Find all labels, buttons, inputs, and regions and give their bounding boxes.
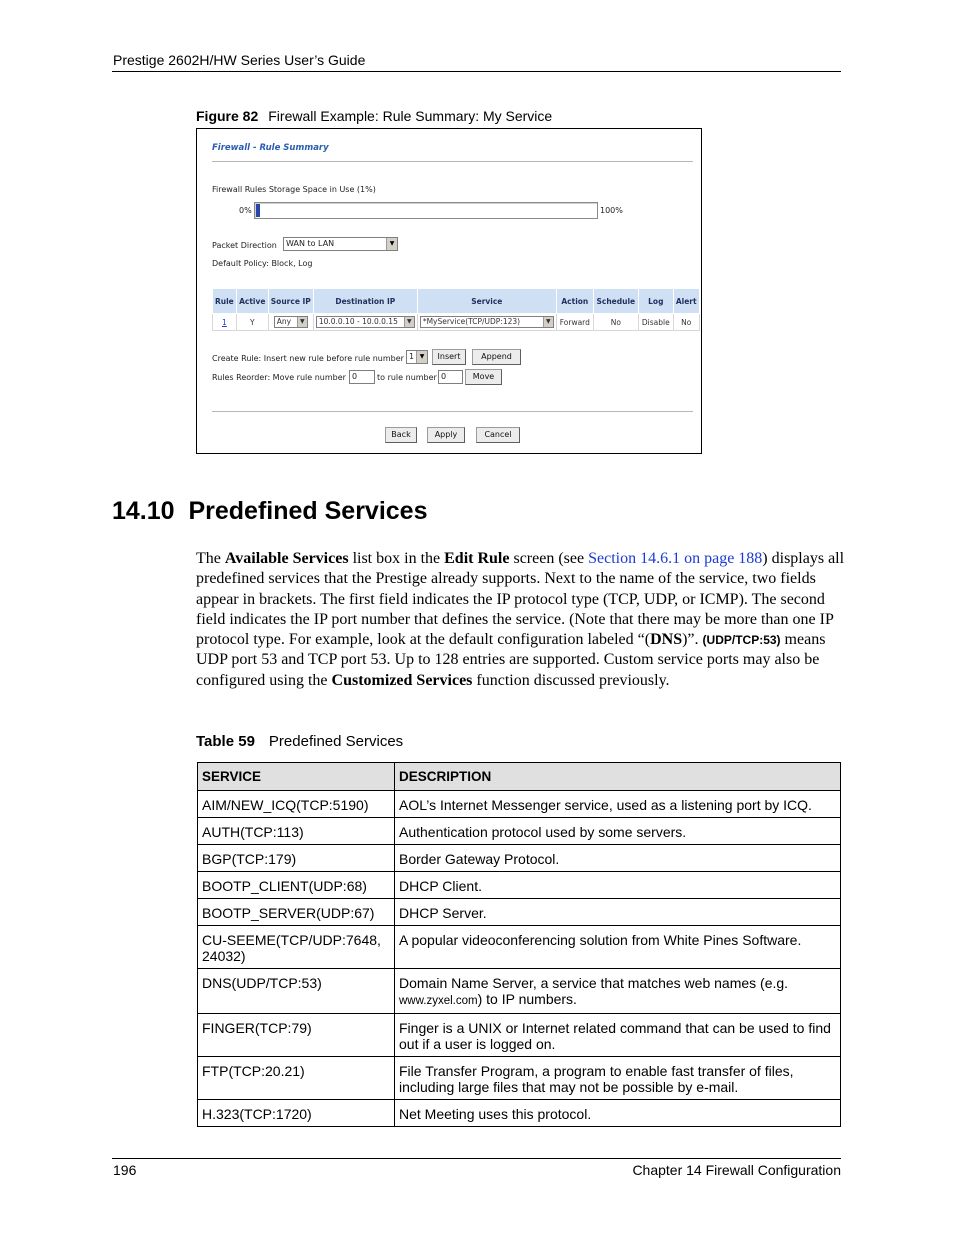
table-row bbox=[198, 1100, 841, 1127]
section-number: 14.10 bbox=[112, 497, 175, 525]
description-cell bbox=[395, 969, 841, 1014]
insert-position-select[interactable] bbox=[406, 350, 428, 364]
service-select[interactable] bbox=[420, 316, 554, 328]
reorder-label: Rules Reorder: Move rule number bbox=[212, 373, 346, 382]
table-header-row bbox=[198, 763, 841, 791]
storage-usage-bar bbox=[254, 202, 598, 219]
para-text: The bbox=[196, 550, 225, 567]
para-bold-customized-services: Customized Services bbox=[331, 671, 473, 689]
description-cell: A popular videoconferencing solution from White Pines Software. bbox=[395, 926, 841, 969]
back-button[interactable]: Back bbox=[385, 427, 417, 443]
rule-action: Forward bbox=[556, 314, 593, 331]
description-cell: AOL’s Internet Messenger service, used as a listening port by ICQ. bbox=[395, 791, 841, 818]
packet-direction-select[interactable] bbox=[283, 237, 398, 251]
chevron-down-icon: ▼ bbox=[416, 351, 427, 363]
col-active: Active bbox=[236, 289, 268, 314]
description-url: www.zyxel.com bbox=[399, 995, 478, 1007]
table-row bbox=[198, 845, 841, 872]
append-button[interactable]: Append bbox=[472, 349, 521, 365]
rule-destination-ip-cell bbox=[313, 314, 417, 331]
header-divider bbox=[112, 71, 841, 72]
figure-title: Firewall Example: Rule Summary: My Service bbox=[268, 108, 553, 124]
chevron-down-icon: ▼ bbox=[386, 238, 397, 250]
para-text: screen (see bbox=[509, 550, 589, 567]
chevron-down-icon: ▼ bbox=[543, 317, 553, 327]
table-row bbox=[198, 1057, 841, 1100]
table-row bbox=[198, 899, 841, 926]
source-ip-value: Any bbox=[276, 317, 292, 326]
col-service-header: SERVICE bbox=[198, 763, 395, 791]
table-row bbox=[198, 818, 841, 845]
firewall-rule-summary-screen bbox=[196, 128, 702, 454]
rule-active: Y bbox=[236, 314, 268, 331]
chevron-down-icon: ▼ bbox=[404, 317, 414, 327]
para-bold-dns: DNS bbox=[650, 631, 683, 649]
rule-log: Disable bbox=[638, 314, 673, 331]
para-text: )”. bbox=[682, 631, 703, 649]
service-cell: FTP(TCP:20.21) bbox=[198, 1057, 395, 1100]
description-cell: Border Gateway Protocol. bbox=[395, 845, 841, 872]
page-number: 196 bbox=[113, 1162, 137, 1178]
table-caption bbox=[196, 733, 403, 750]
col-source-ip: Source IP bbox=[268, 289, 313, 314]
col-log: Log bbox=[638, 289, 673, 314]
create-rule-label: Create Rule: Insert new rule before rule number bbox=[212, 354, 404, 363]
storage-label: Firewall Rules Storage Space in Use (1%) bbox=[212, 185, 376, 194]
rule-row bbox=[213, 314, 700, 331]
rule-alert: No bbox=[673, 314, 699, 331]
storage-max-label: 100% bbox=[600, 206, 623, 215]
para-bold-available-services: Available Services bbox=[224, 550, 349, 567]
footer-chapter: Chapter 14 Firewall Configuration bbox=[632, 1162, 841, 1178]
service-cell: H.323(TCP:1720) bbox=[198, 1100, 395, 1127]
destination-ip-select[interactable] bbox=[316, 316, 415, 328]
service-cell: FINGER(TCP:79) bbox=[198, 1014, 395, 1057]
rule-service-cell bbox=[417, 314, 556, 331]
screen-title: Firewall - Rule Summary bbox=[212, 143, 329, 153]
service-cell: BOOTP_SERVER(UDP:67) bbox=[198, 899, 395, 926]
description-cell: File Transfer Program, a program to enable fast transfer of files, including large files that may not be possible by e-mail. bbox=[395, 1057, 841, 1100]
default-policy: Default Policy: Block, Log bbox=[212, 259, 313, 268]
section-cross-reference-link[interactable]: Section 14.6.1 on page 188 bbox=[588, 550, 763, 567]
cancel-button[interactable]: Cancel bbox=[476, 427, 520, 443]
description-cell: Authentication protocol used by some servers. bbox=[395, 818, 841, 845]
service-value: *MyService(TCP/UDP:123) bbox=[422, 317, 521, 326]
description-cell: DHCP Client. bbox=[395, 872, 841, 899]
para-text: list box in the bbox=[348, 550, 445, 567]
description-cell: Finger is a UNIX or Internet related command that can be used to find out if a user is logged on. bbox=[395, 1014, 841, 1057]
figure-caption bbox=[196, 108, 552, 124]
rule-schedule: No bbox=[593, 314, 638, 331]
service-cell: BOOTP_CLIENT(UDP:68) bbox=[198, 872, 395, 899]
description-text-end: ) to IP numbers. bbox=[477, 991, 577, 1007]
packet-direction-label: Packet Direction bbox=[212, 241, 277, 250]
storage-min-label: 0% bbox=[239, 206, 252, 215]
move-button[interactable]: Move bbox=[465, 369, 502, 385]
storage-usage-fill bbox=[256, 204, 260, 217]
figure-number: Figure 82 bbox=[196, 108, 259, 124]
packet-direction-value: WAN to LAN bbox=[286, 239, 335, 248]
service-cell: CU-SEEME(TCP/UDP:7648, 24032) bbox=[198, 926, 395, 969]
col-schedule: Schedule bbox=[593, 289, 638, 314]
to-rule-label: to rule number bbox=[377, 373, 437, 382]
service-cell: DNS(UDP/TCP:53) bbox=[198, 969, 395, 1014]
move-to-input[interactable]: 0 bbox=[438, 370, 463, 384]
move-from-input[interactable]: 0 bbox=[349, 370, 375, 384]
screen-divider-bottom bbox=[212, 411, 693, 412]
insert-button[interactable]: Insert bbox=[432, 349, 466, 365]
screen-divider-top bbox=[212, 161, 693, 162]
service-cell: AIM/NEW_ICQ(TCP:5190) bbox=[198, 791, 395, 818]
chevron-down-icon: ▼ bbox=[297, 317, 307, 327]
description-cell: DHCP Server. bbox=[395, 899, 841, 926]
col-destination-ip: Destination IP bbox=[313, 289, 417, 314]
rule-table-header bbox=[213, 289, 700, 314]
table-row bbox=[198, 926, 841, 969]
para-text: ) displays all predefined services that the Prestige already supports. Next to the name of the service, two fields appear in brackets. The first field indicates the IP protocol type (TCP, UDP, or ICMP). The second field indicates the IP port number that defines the service. (Note that there may be more than one IP protocol type. For example, look at the default configuration labeled “( bbox=[196, 550, 845, 649]
running-header: Prestige 2602H/HW Series User’s Guide bbox=[113, 52, 366, 68]
col-action: Action bbox=[556, 289, 593, 314]
para-text: function discussed previously. bbox=[472, 671, 670, 689]
table-title: Predefined Services bbox=[268, 733, 404, 750]
description-text: Domain Name Server, a service that matches web names (e.g. bbox=[399, 975, 789, 991]
col-service: Service bbox=[417, 289, 556, 314]
para-bold-edit-rule: Edit Rule bbox=[444, 550, 510, 567]
para-protocol-example: (UDP/TCP:53) bbox=[702, 633, 781, 648]
description-cell: Net Meeting uses this protocol. bbox=[395, 1100, 841, 1127]
table-row bbox=[198, 1014, 841, 1057]
section-heading bbox=[112, 497, 427, 526]
table-row bbox=[198, 969, 841, 1014]
col-rule: Rule bbox=[213, 289, 237, 314]
body-paragraph bbox=[196, 549, 846, 691]
rule-source-ip-cell bbox=[268, 314, 313, 331]
col-alert: Alert bbox=[673, 289, 699, 314]
table-row bbox=[198, 872, 841, 899]
service-cell: AUTH(TCP:113) bbox=[198, 818, 395, 845]
rule-summary-table bbox=[212, 288, 700, 331]
table-row bbox=[198, 791, 841, 818]
service-cell: BGP(TCP:179) bbox=[198, 845, 395, 872]
insert-position-value: 1 bbox=[409, 352, 415, 361]
predefined-services-table bbox=[197, 762, 841, 1127]
col-description-header: DESCRIPTION bbox=[395, 763, 841, 791]
source-ip-select[interactable] bbox=[274, 316, 308, 328]
apply-button[interactable]: Apply bbox=[427, 427, 465, 443]
destination-ip-value: 10.0.0.10 - 10.0.0.15 bbox=[318, 317, 398, 326]
section-title: Predefined Services bbox=[188, 497, 428, 525]
rule-number-link[interactable]: 1 bbox=[213, 314, 237, 331]
table-number: Table 59 bbox=[196, 733, 255, 750]
para-text: means UDP port 53 and TCP port 53. Up to 128 entries are supported. Custom service ports may also be configured using the bbox=[196, 631, 826, 689]
footer-divider bbox=[112, 1158, 841, 1159]
